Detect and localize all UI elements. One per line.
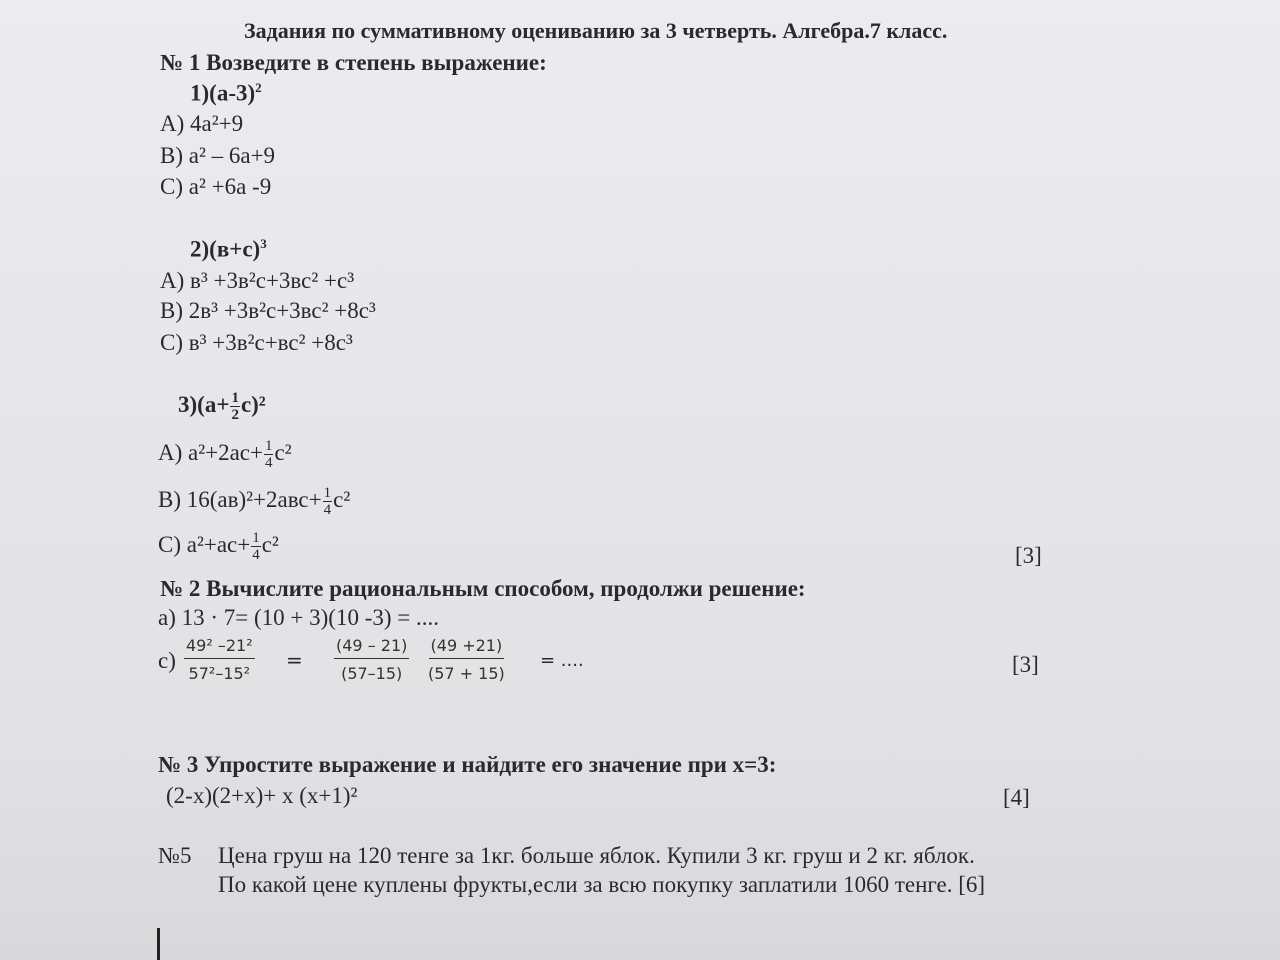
page-title: Задания по суммативному оцениванию за 3 четверть. Алгебра.7 класс. <box>244 18 948 43</box>
fraction-denominator: 2 <box>231 407 239 423</box>
fraction-numerator: 1 <box>264 438 273 454</box>
task2-part-a: а) 13 · 7= (10 + 3)(10 -3) = .... <box>158 605 439 630</box>
fraction-numerator: 1 <box>323 485 332 501</box>
task1-q2-option-a: А) в³ +3в²с+3вс² +с³ <box>160 268 355 293</box>
fraction-numerator: (49 +21) <box>429 636 505 659</box>
task1-score: [3] <box>1015 543 1042 568</box>
task1-q3 <box>178 390 266 423</box>
option-fraction <box>251 530 261 563</box>
task1-q2-exponent: 3 <box>260 236 267 251</box>
option-text-end: с² <box>261 531 279 557</box>
option-text-end: с² <box>333 486 351 512</box>
task1-q3-option-a <box>158 438 292 471</box>
task2-equals-1: = <box>286 648 303 672</box>
task2-part-c-label: с) <box>158 648 176 673</box>
text-cursor <box>157 928 160 960</box>
task2-fraction-original <box>184 636 255 683</box>
fraction-numerator: 49² –21² <box>184 636 255 659</box>
fraction-numerator: 1 <box>252 530 260 546</box>
fraction-denominator: 4 <box>323 502 332 518</box>
fraction-denominator: 4 <box>264 455 273 471</box>
task1-q1 <box>190 80 262 107</box>
task1-q3-fraction <box>230 390 240 423</box>
task2-heading: № 2 Вычислите рациональным способом, продолжи решение: <box>160 576 806 601</box>
task1-q3-option-c <box>158 530 279 563</box>
task1-q3-option-b <box>158 485 350 518</box>
option-text: С) а²+ас+ <box>158 531 251 557</box>
option-fraction <box>323 485 333 518</box>
fraction-numerator: 1 <box>231 390 239 406</box>
task1-q1-option-a: А) 4а²+9 <box>160 111 244 136</box>
task1-q2 <box>190 236 267 263</box>
task2-equals-2: = .... <box>540 650 584 671</box>
option-text: В) 16(ав)²+2авс+ <box>158 486 322 512</box>
task2-score: [3] <box>1012 652 1039 677</box>
task1-q1-exponent: 2 <box>255 80 262 95</box>
task1-heading: № 1 Возведите в степень выражение: <box>160 50 547 75</box>
task1-q2-option-b: В) 2в³ +3в²с+3вс² +8с³ <box>160 298 376 323</box>
task1-q2-option-c: С) в³ +3в²с+вс² +8с³ <box>160 330 353 355</box>
fraction-numerator: (49 – 21) <box>334 636 409 659</box>
task1-q3-suffix: с)² <box>240 391 266 417</box>
task5-line-2: По какой цене куплены фрукты,если за всю покупку заплатили 1060 тенге. [6] <box>218 872 986 897</box>
task1-q1-option-b: В) а² – 6а+9 <box>160 143 276 168</box>
task1-q1-option-c: С) а² +6а -9 <box>160 174 272 199</box>
task5-line-1: Цена груш на 120 тенге за 1кг. больше яблок. Купили 3 кг. груш и 2 кг. яблок. <box>218 843 975 868</box>
option-text: А) а²+2ас+ <box>158 439 263 465</box>
option-text-end: с² <box>274 439 292 465</box>
task3-heading: № 3 Упростите выражение и найдите его значение при х=3: <box>158 752 777 777</box>
task2-fraction-factor-2 <box>428 636 505 683</box>
fraction-denominator: (57 + 15) <box>428 664 505 683</box>
task1-q3-prefix: 3)(а+ <box>178 391 230 417</box>
fraction-denominator: 4 <box>252 547 260 563</box>
task1-q2-expression: 2)(в+с) <box>190 236 261 262</box>
fraction-denominator: 57²–15² <box>188 664 251 683</box>
option-fraction <box>264 438 274 471</box>
task3-score: [4] <box>1003 785 1030 810</box>
fraction-denominator: (57–15) <box>341 664 403 683</box>
task3-expression: (2-х)(2+х)+ х (х+1)² <box>166 783 358 808</box>
task1-q1-expression: 1)(а-3) <box>190 80 256 106</box>
task5-label: №5 <box>158 843 192 868</box>
task2-fraction-factor-1 <box>334 636 409 683</box>
